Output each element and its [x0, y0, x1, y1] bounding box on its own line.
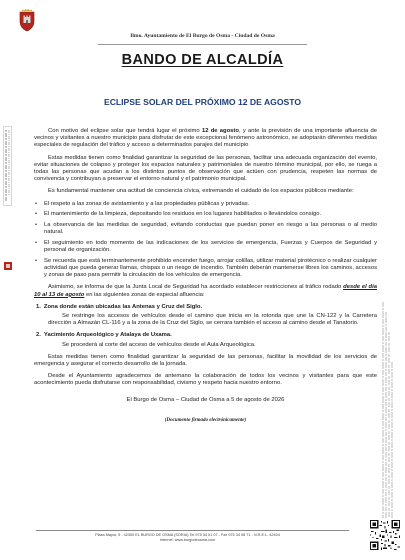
document-title	[0, 52, 405, 68]
footer-divider	[36, 530, 349, 531]
registry-stamp-icon	[3, 126, 12, 206]
zone-name: Yacimiento Arqueológico y Atalaya de Uxama.	[43, 332, 172, 339]
measures-paragraph: Estas medidas tienen como finalidad garantizar la seguridad de las personas, facilitar una adecuada organización del evento, evitar situaciones de colapso y proteger los espacios naturales y patrimoniales de nuestro término municipal, por ello, se ruega a todas las personas que acudan a los distintos puntos de observación que actúen con prudencia, respeten las normas de convivencia y contribuyan a preservar el entorno natural y el patrimonio municipal.	[34, 154, 377, 183]
qr-code-icon	[370, 520, 400, 550]
eclipse-date: 12 de agosto	[201, 128, 239, 134]
zone-number: 2.	[36, 332, 41, 339]
seal-icon	[4, 262, 12, 270]
document-body	[34, 128, 377, 424]
zone-heading-1	[34, 304, 377, 311]
list-item: • La observancia de las medidas de seguridad, evitando conductas que puedan poner en riesgo a las personas o al medio natural.	[34, 222, 377, 236]
intro-text-2: , y ante la previsión de una importante afluencia de vecinos y visitantes a nuestro municipio para disfrutar de este excepcional fenómeno astronómico, se adoptarán diferentes medidas especiales de regulación del tráfico y acceso a determinados parajes del municipio	[34, 128, 377, 149]
document-subject: ECLIPSE SOLAR DEL PRÓXIMO 12 DE AGOSTO	[103, 97, 302, 107]
junta-text-2: en las siguientes zonas de especial afluencia:	[84, 291, 205, 298]
footer-website: Internet: www.burgodeosma.com	[159, 538, 216, 542]
zone-name: Zona donde están ubicadas las Antenas y Cruz del Siglo.	[43, 303, 203, 310]
intro-text-1: Con motivo del eclipse solar que tendrá lugar el próximo	[48, 128, 202, 134]
footer-address: Plaza Mayor, 9 - 42300 EL BURGO DE OSMA (SORIA) Tel 975 34 01 07 - Fax 975 34 08 71 - N.R.E.L. 42404	[95, 533, 280, 537]
organization-header: Ilmo. Ayuntamiento de El Burgo de Osma - Ciudad de Osma	[130, 33, 275, 39]
junta-paragraph	[34, 284, 377, 298]
zone-body-1: Se restringe los accesos de vehículos desde el camino que inicia en la rotonda que une la CN-122 y la Carretera dirección a Almazán CL-116 y a la zona de la Cruz del Siglo, se cerrara también el acceso al camino desde el Tanatorio.	[48, 313, 377, 327]
verification-strip-icon	[380, 302, 396, 518]
list-item: • El mantenimiento de la limpieza, depositando los residuos en los lugares habilitados o llevándolos consigo.	[34, 211, 377, 218]
list-item: • El seguimiento en todo momento de las indicaciones de los servicios de emergencia, Fuerzas y Cuerpos de Seguridad y personal de organización.	[34, 240, 377, 254]
restriction-dates: desde el día 10 al 13 de agosto	[34, 284, 377, 298]
list-item: • Se recuerda que está terminantemente prohibido encender fuego, arrojar colillas, utilizar material pirotécnico o realizar cualquier actividad que pueda generar llamas, chispas o un riesgo de incendio. También deberán mantenerse libres los caminos, accesos y zonas de paso para permitir la circulación de los vehículos de emergencia.	[34, 258, 377, 280]
document-title-text: BANDO DE ALCALDÍA	[121, 52, 284, 68]
zone-body-2: Se procederá al corte del acceso de vehículos desde el Aula Arqueológica.	[62, 341, 256, 348]
crest-icon	[18, 8, 36, 32]
closing-paragraph-2: Desde el Ayuntamiento agradecemos de antemano la colaboración de todos los vecinos y visitantes para que este acontecimiento pueda disfrutarse con responsabilidad, civismo y respeto hacia nuestro entorno.	[34, 373, 377, 387]
civic-list	[34, 201, 377, 280]
junta-text-1: Asimismo, se informa de que la Junta Local de Seguridad ha acordado establecer restricciones al tráfico rodado	[48, 284, 344, 291]
signature-note: (Documento firmado electrónicamente)	[164, 417, 247, 423]
header-divider	[98, 44, 307, 45]
zone-number: 1.	[36, 303, 41, 310]
civic-paragraph: Es fundamental mantener una actitud de conciencia cívica, extremando el cuidado de los espacios públicos mediante:	[48, 188, 354, 195]
intro-paragraph	[34, 128, 377, 150]
list-item: • El respeto a las zonas de avistamiento y a las propiedades públicas y privadas.	[34, 201, 377, 208]
signature-date: El Burgo de Osma – Ciudad de Osma a 5 de agosto de 2026	[126, 396, 285, 403]
closing-paragraph-1: Estas medidas tienen como finalidad garantizar la seguridad de las personas, facilitar la movilidad de los servicios de emergencia y asegurar el correcto desarrollo de la jornada.	[34, 353, 377, 368]
zone-heading-2	[34, 332, 377, 339]
